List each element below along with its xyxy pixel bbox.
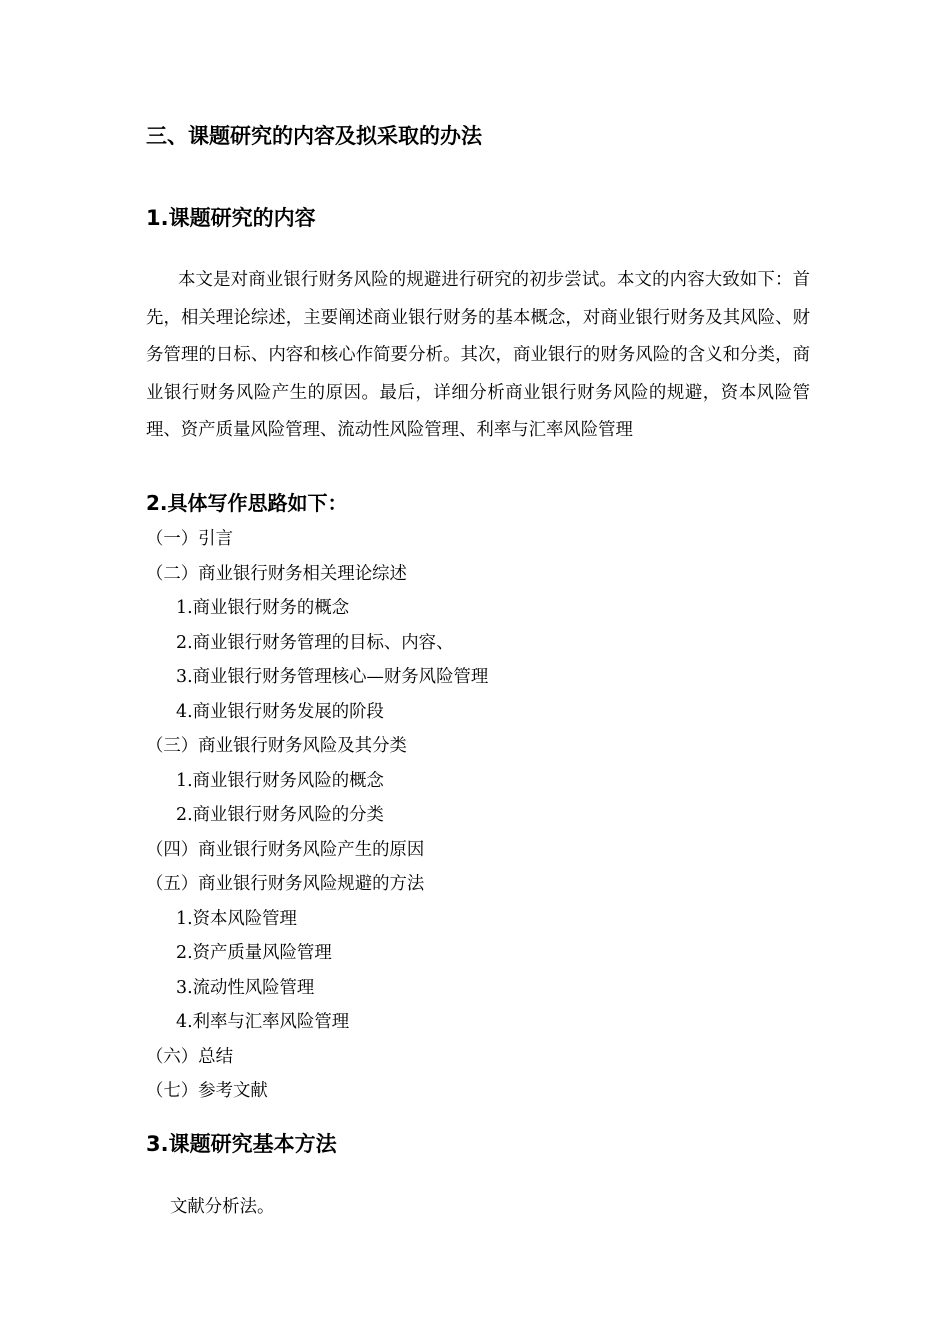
- outline-item: （七）参考文献: [146, 1081, 268, 1101]
- section-3-content: 文献分析法。: [170, 1197, 275, 1217]
- outline-item: （五）商业银行财务风险规避的方法: [146, 874, 425, 894]
- outline-item: （三）商业银行财务风险及其分类: [146, 736, 407, 756]
- outline-item: （二）商业银行财务相关理论综述: [146, 563, 407, 584]
- outline-subitem: 2.资产质量风险管理: [176, 943, 332, 963]
- outline-subitem: 1.资本风险管理: [176, 908, 297, 929]
- outline-subitem: 2.商业银行财务风险的分类: [176, 805, 384, 825]
- writing-outline: [146, 522, 488, 1109]
- outline-subitem: 3.商业银行财务管理核心—财务风险管理: [176, 667, 489, 687]
- section-2-title: 2.具体写作思路如下：: [146, 491, 348, 515]
- outline-subitem: 4.商业银行财务发展的阶段: [176, 701, 384, 722]
- outline-subitem: 4.利率与汇率风险管理: [176, 1012, 350, 1032]
- section-1-paragraph: 本文是对商业银行财务风险的规避进行研究的初步尝试。本文的内容大致如下：首先，相关理论综述，主要阐述商业银行财务的基本概念，对商业银行财务及其风险、财务管理的日标、内容和核心作简要分析。其次，商业银行的财务风险的含义和分类，商业银行财务风险产生的原因。最后，详细分析商业银行财务风险的规避，资本风险管理、资产质量风险管理、流动性风险管理、利率与汇率风险管理: [146, 270, 810, 440]
- outline-subitem: 1.商业银行财务的概念: [176, 598, 350, 618]
- outline-item: （四）商业银行财务风险产生的原因: [146, 839, 425, 860]
- outline-item: （六）总结: [146, 1046, 233, 1067]
- outline-item: （一）引言: [146, 529, 233, 549]
- section-3-title: 3.课题研究基本方法: [146, 1132, 337, 1156]
- outline-subitem: 2.商业银行财务管理的目标、内容、: [176, 632, 454, 653]
- section-1-title: 1.课题研究的内容: [146, 206, 316, 230]
- outline-subitem: 3.流动性风险管理: [176, 977, 315, 998]
- main-heading: 三、课题研究的内容及拟采取的办法: [146, 124, 482, 148]
- outline-subitem: 1.商业银行财务风险的概念: [176, 770, 384, 791]
